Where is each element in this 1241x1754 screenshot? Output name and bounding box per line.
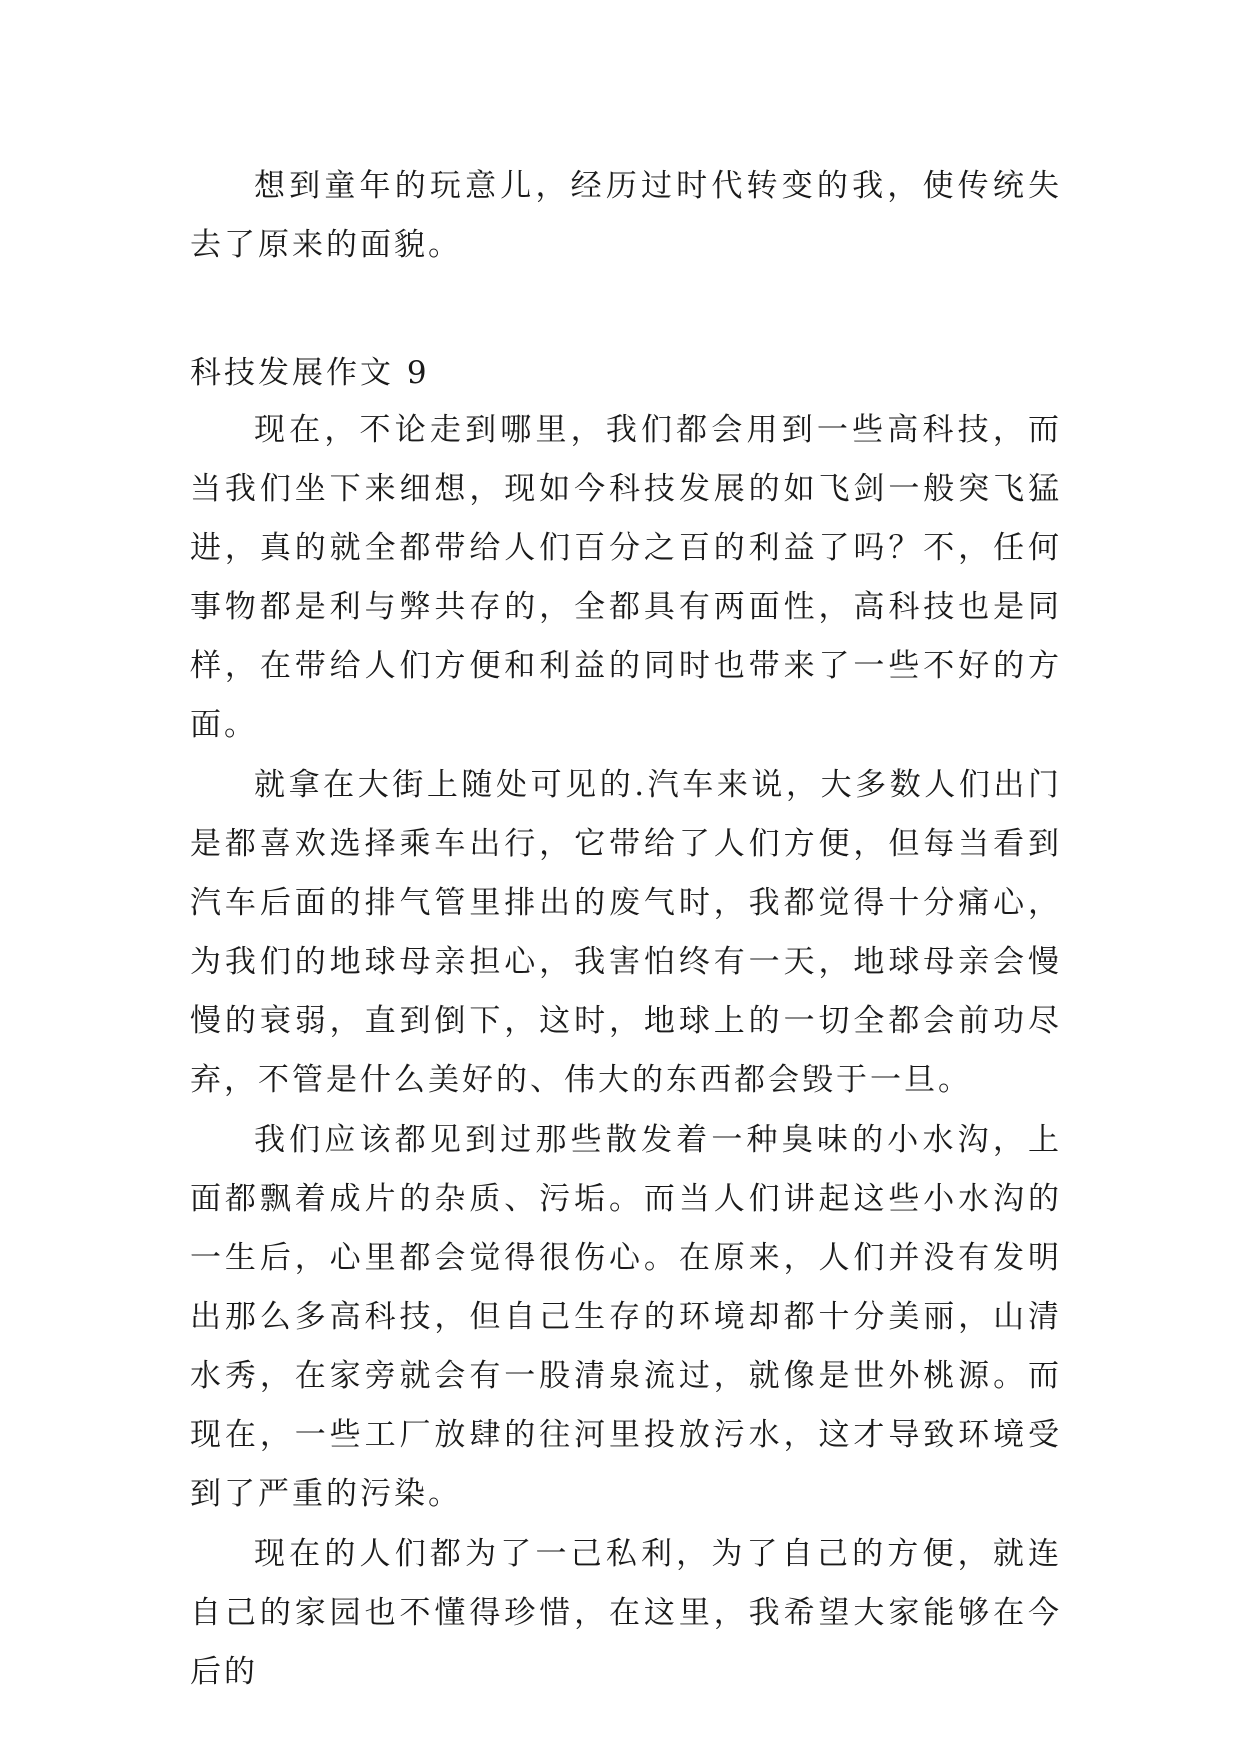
intro-paragraph: 想到童年的玩意儿，经历过时代转变的我，使传统失去了原来的面貌。 — [190, 168, 1062, 263]
body-paragraph: 现在，不论走到哪里，我们都会用到一些高科技，而当我们坐下来细想，现如今科技发展的如飞剑一般突飞猛进，真的就全都带给人们百分之百的利益了吗？不，任何事物都是利与弊共存的，全都具有两面性，高科技也是同样，在带给人们方便和利益的同时也带来了一些不好的方面。 — [190, 412, 1062, 743]
body-paragraph: 现在的人们都为了一己私利，为了自己的方便，就连自己的家园也不懂得珍惜，在这里，我希望大家能够在今后的 — [190, 1536, 1062, 1690]
document-page — [190, 157, 1062, 1702]
body-paragraph: 我们应该都见到过那些散发着一种臭味的小水沟，上面都飘着成片的杂质、污垢。而当人们讲起这些小水沟的一生后，心里都会觉得很伤心。在原来，人们并没有发明出那么多高科技，但自己生存的环境却都十分美丽，山清水秀，在家旁就会有一股清泉流过，就像是世外桃源。而现在，一些工厂放肆的往河里投放污水，这才导致环境受到了严重的污染。 — [190, 1122, 1062, 1512]
section-title: 科技发展作文 9 — [190, 355, 430, 391]
section-spacer — [190, 275, 1062, 344]
body-paragraph: 就拿在大街上随处可见的.汽车来说，大多数人们出门是都喜欢选择乘车出行，它带给了人们方便，但每当看到汽车后面的排气管里排出的废气时，我都觉得十分痛心，为我们的地球母亲担心，我害怕终有一天，地球母亲会慢慢的衰弱，直到倒下，这时，地球上的一切全都会前功尽弃，不管是什么美好的、伟大的东西都会毁于一旦。 — [190, 767, 1062, 1098]
